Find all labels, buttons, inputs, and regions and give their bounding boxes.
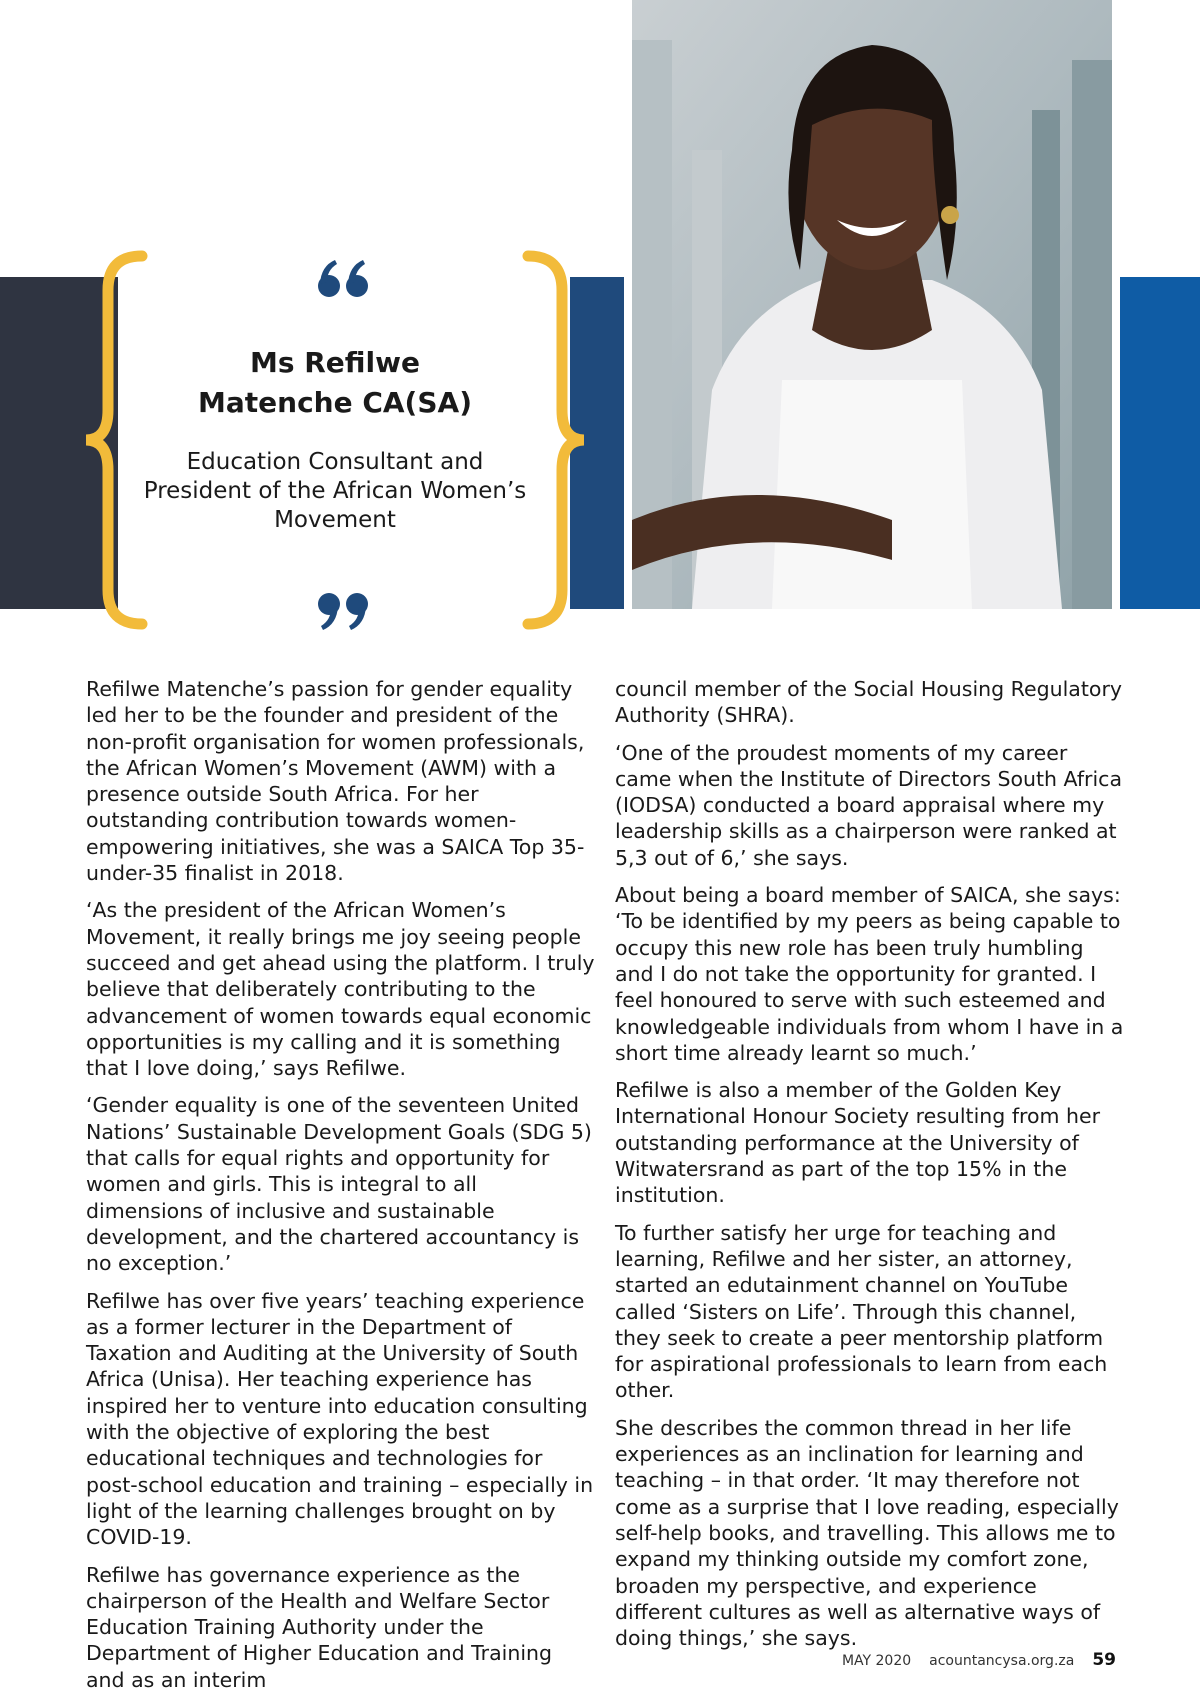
decorative-band-blue [1120,277,1200,609]
paragraph: ‘As the president of the African Women’s Movement, it really brings me joy seeing people succeed and get ahead using the platform. I truly believe that deliberately contributing to the advancement of women towards equal economic opportunities is my calling and it is something that I love doing,’ says Refilwe. [86,898,595,1081]
profile-name-line-1: Ms Refilwe [249,346,421,379]
right-brace-icon [520,250,590,630]
profile-name-line-2: Matenche CA(SA) [198,386,472,419]
paragraph: Refilwe Matenche’s passion for gender equality led her to be the founder and president of the non-profit organisation for women professionals, the African Women’s Movement (AWM) with a presence outside South Africa. For her outstanding contribution towards women-empowering initiatives, she was a SAICA Top 35-under-35 finalist in 2018. [86,677,585,886]
website-link[interactable]: acountancysa.org.za [929,1653,1075,1669]
article-left-column [86,676,596,1704]
profile-role-line-1: Education Consultant and [186,449,484,475]
paragraph: ‘Gender equality is one of the seventeen United Nations’ Sustainable Development Goals (SDG 5) that calls for equal rights and opportunity for women and girls. This is integral to all dimensions of inclusive and sustainable development, and the chartered accountancy is no exception.’ [86,1093,592,1276]
left-brace-icon [80,250,150,630]
paragraph: ‘One of the proudest moments of my career came when the Institute of Directors South Africa (IODSA) conducted a board appraisal where my leadership skills as a chairperson were ranked at 5,3 out of 6,’ she says. [615,740,1123,870]
close-quote-icon [315,592,371,632]
paragraph: council member of the Social Housing Regulatory Authority (SHRA). [615,677,1123,728]
paragraph: Refilwe has governance experience as the chairperson of the Health and Welfare Sector Education Training Authority under the Department of Higher Education and Training and as an interim [86,1562,553,1692]
paragraph: She describes the common thread in her life experiences as an inclination for learning and teaching – in that order. ‘It may therefore not come as a surprise that I love reading, especially self-help books, and travelling. This allows me to expand my thinking outside my comfort zone, broaden my perspective, and experience different cultures as well as alternative ways of doing things,’ she says. [615,1415,1119,1651]
profile-role-line-3: Movement [274,507,396,533]
profile-role-line-2: President of the African Women’s [143,478,527,504]
paragraph: About being a board member of SAICA, she says: ‘To be identified by my peers as being capable to occupy this new role has been truly humbling and I do not take the opportunity for granted. I feel honoured to serve with such esteemed and knowledgeable individuals from whom I have in a short time already learnt so much.’ [615,883,1124,1065]
open-quote-icon [315,258,371,298]
profile-name [150,343,520,423]
issue-date: MAY 2020 [841,1653,912,1669]
portrait-photo [632,0,1112,609]
paragraph: Refilwe is also a member of the Golden Key International Honour Society resulting from her outstanding performance at the University of Witwatersrand as part of the top 15% in the institution. [615,1078,1101,1208]
page-number: 59 [1092,1650,1116,1670]
paragraph: Refilwe has over five years’ teaching experience as a former lecturer in the Department of Taxation and Auditing at the University of South Africa (Unisa). Her teaching experience has inspired her to venture into education consulting with the objective of exploring the best educational techniques and technologies for post-school education and training – especially in light of the learning challenges brought on by COVID-19. [86,1288,594,1550]
article-right-column [615,676,1125,1662]
paragraph: To further satisfy her urge for teaching and learning, Refilwe and her sister, an attorney, started an edutainment channel on YouTube called ‘Sisters on Life’. Through this channel, they seek to create a peer mentorship platform for aspirational professionals to learn from each other. [615,1220,1108,1403]
profile-role [140,448,530,535]
page-footer [842,1650,1116,1670]
